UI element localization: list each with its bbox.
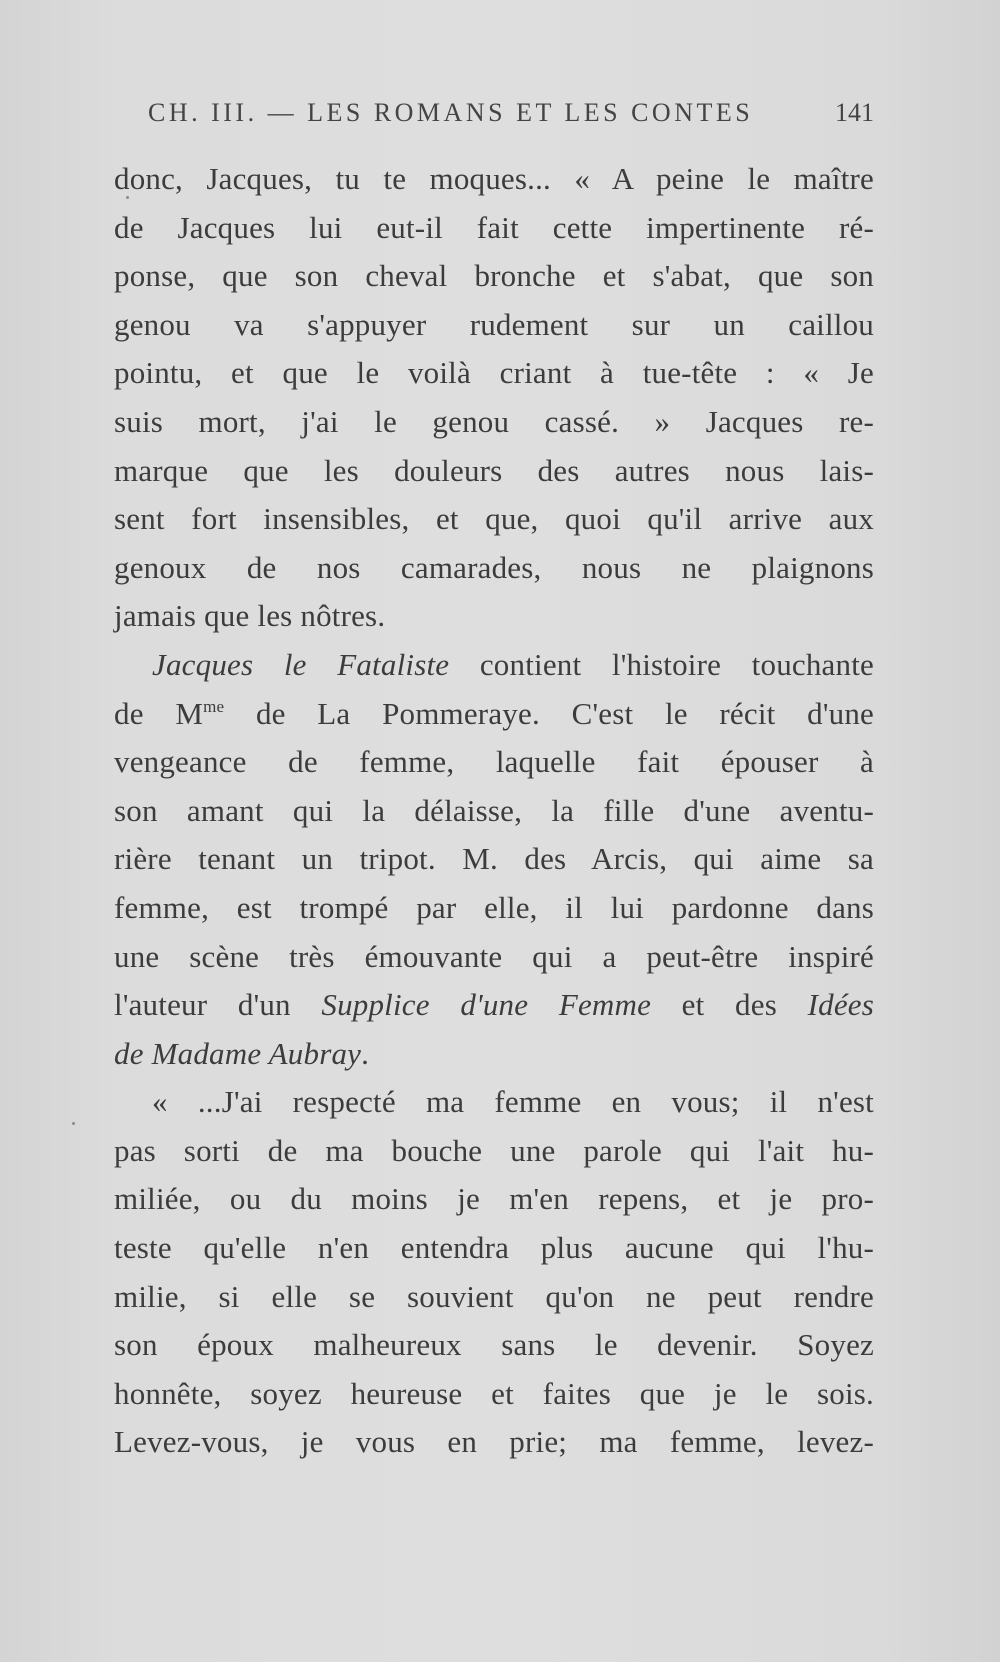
line-text: de La Pommeraye. C'est le récit d'une: [224, 695, 874, 731]
text-line: sent fort insensibles, et que, quoi qu'il arrive aux: [114, 501, 874, 537]
text-line: milie, si elle se souvient qu'on ne peut rendre: [114, 1278, 874, 1314]
line-text: l'auteur d'un: [114, 987, 322, 1023]
text-line: pas sorti de ma bouche une parole qui l'ait hu-: [114, 1132, 874, 1168]
work-title-italic: Supplice d'une Femme: [321, 987, 652, 1023]
page-number: 141: [835, 98, 874, 127]
line-text: .: [361, 1035, 370, 1071]
work-title-italic: Idées: [807, 987, 874, 1023]
running-title: CH. III. — LES ROMANS ET LES CONTES: [148, 98, 754, 127]
text-line: jamais que les nôtres.: [114, 598, 386, 634]
text-line: donc, Jacques, tu te moques... « A peine le maître: [114, 161, 874, 196]
text-line: une scène très émouvante qui a peut-être inspiré: [114, 938, 874, 974]
text-line: son amant qui la délaisse, la fille d'une aventu-: [114, 792, 874, 828]
superscript: me: [203, 696, 225, 716]
text-line: vengeance de femme, laquelle fait épouser à: [114, 744, 874, 780]
text-line: ponse, que son cheval bronche et s'abat, que son: [114, 258, 874, 294]
text-line: [114, 1030, 874, 1079]
text-line-paragraph-start: « ...J'ai respecté ma femme en vous; il n'est: [152, 1084, 874, 1120]
paper-speck: [126, 196, 129, 199]
text-line: miliée, ou du moins je m'en repens, et je pro-: [114, 1181, 874, 1217]
text-line: femme, est trompé par elle, il lui pardonne dans: [114, 889, 874, 925]
text-line: son époux malheureux sans le devenir. Soyez: [114, 1327, 874, 1363]
text-line: rière tenant un tripot. M. des Arcis, qui aime sa: [114, 841, 874, 877]
book-title-italic: Jacques le Fataliste: [152, 646, 450, 682]
line-text: contient l'histoire touchante: [449, 646, 874, 682]
paper-speck: [72, 1122, 75, 1125]
text-line: suis mort, j'ai le genou cassé. » Jacques re-: [114, 403, 874, 439]
text-line: marque que les douleurs des autres nous lais-: [114, 452, 874, 488]
text-line: [114, 981, 874, 1030]
text-line: honnête, soyez heureuse et faites que je le sois.: [114, 1375, 874, 1411]
text-line-paragraph-start: [114, 641, 874, 690]
body-text: [114, 155, 874, 1467]
text-line: Levez-vous, je vous en prie; ma femme, levez-: [114, 1424, 874, 1460]
line-text: et des: [651, 987, 808, 1023]
text-line: de Jacques lui eut-il fait cette impertinente ré-: [114, 209, 874, 245]
text-line: [114, 690, 874, 739]
work-title-italic: de Madame Aubray: [114, 1035, 362, 1071]
text-line: genoux de nos camarades, nous ne plaignons: [114, 549, 874, 585]
text-line: teste qu'elle n'en entendra plus aucune qui l'hu-: [114, 1230, 874, 1266]
text-line: pointu, et que le voilà criant à tue-tête : « Je: [114, 355, 874, 391]
running-head: [148, 98, 874, 138]
text-line: genou va s'appuyer rudement sur un caillou: [114, 306, 874, 342]
line-text: de M: [114, 695, 204, 731]
